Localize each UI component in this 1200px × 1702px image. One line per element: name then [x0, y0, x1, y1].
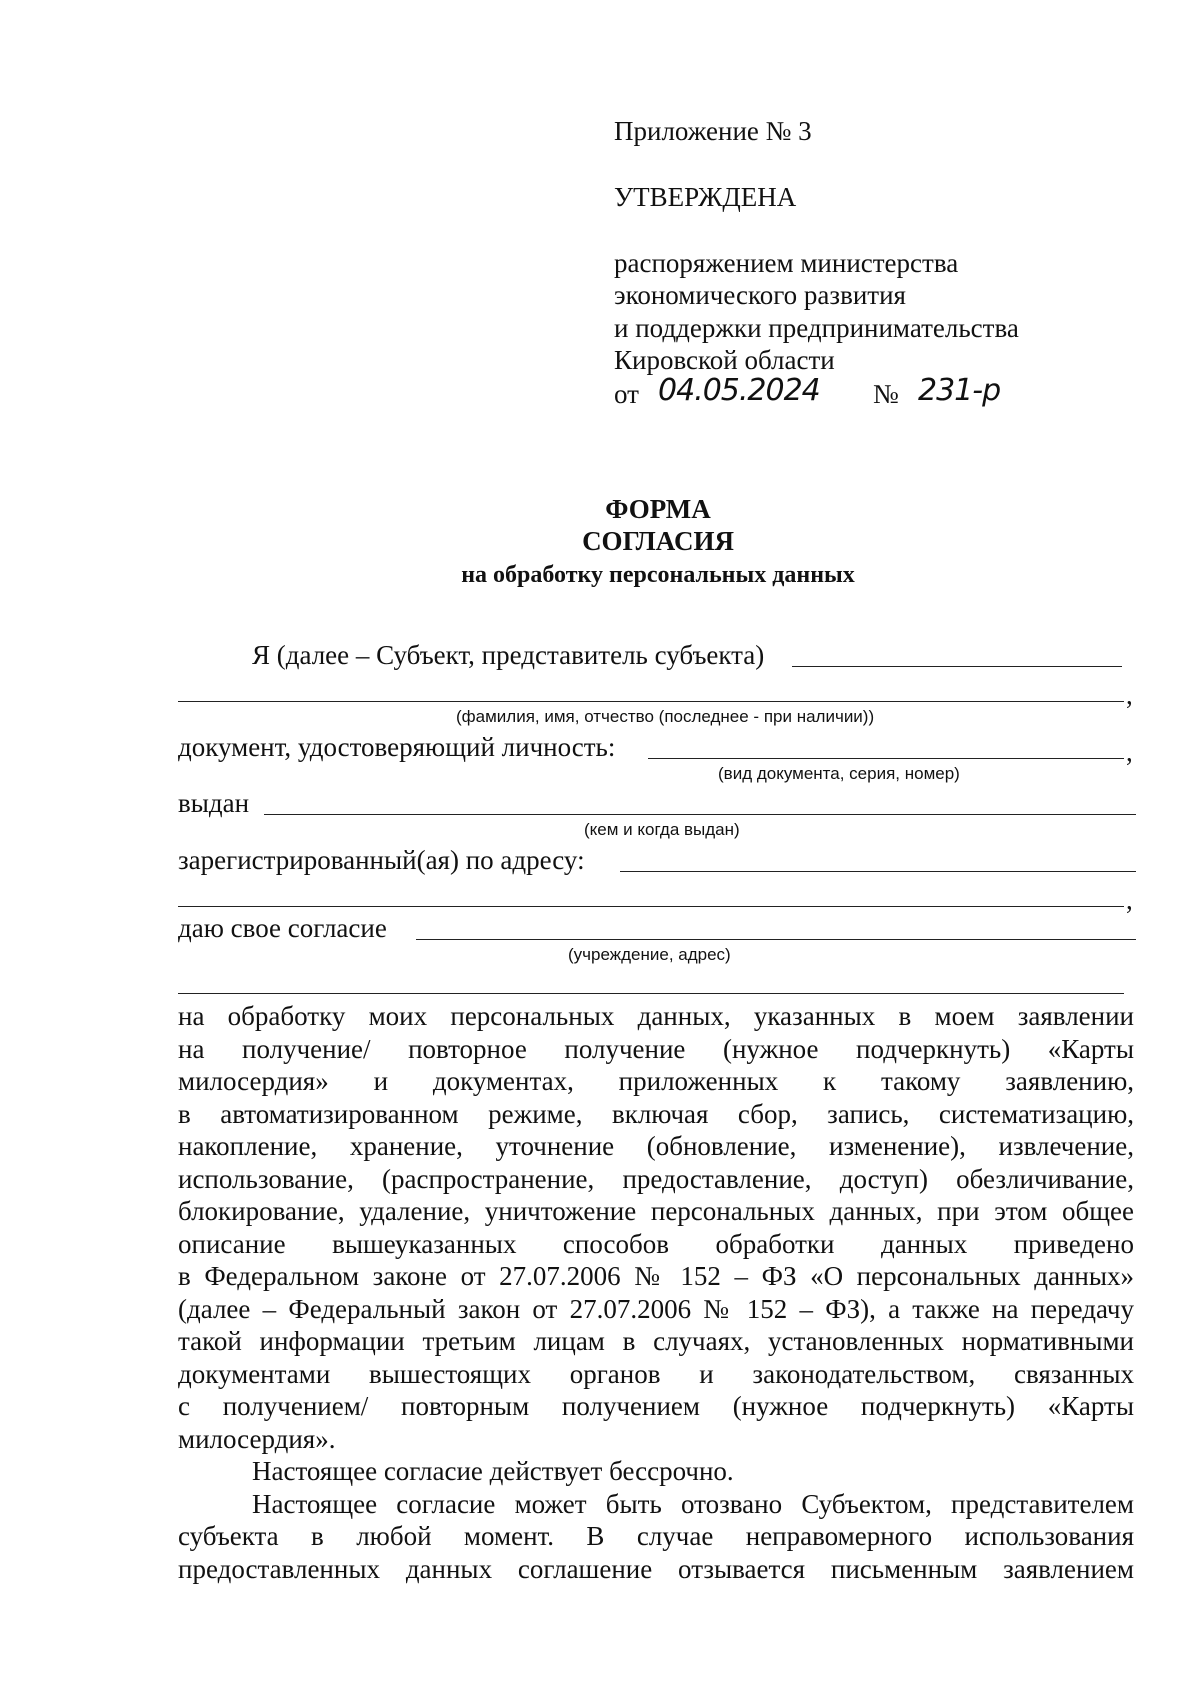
consent-label: даю свое согласие [178, 913, 387, 943]
identity-document-field[interactable] [648, 758, 1124, 759]
issued-by-field[interactable] [264, 814, 1136, 815]
form-title-line-1: ФОРМА [605, 494, 711, 524]
paragraph-line: в Федеральном законе от 27.07.2006 № 152 – ФЗ «О персональных данных» [178, 1261, 1134, 1291]
address-label: зарегистрированный(ая) по адресу: [178, 845, 585, 875]
validity-statement: Настоящее согласие действует бессрочно. [252, 1456, 734, 1486]
address-field-continued[interactable] [178, 906, 1124, 907]
paragraph-line: использование, (распространение, предоставление, доступ) обезличивание, [178, 1163, 1134, 1194]
subject-label: Я (далее – Субъект, представитель субъекта) [252, 640, 765, 670]
consent-paragraph [178, 1000, 1134, 1585]
revocation-line: субъекта в любой момент. В случае неправомерного использования [178, 1521, 1134, 1551]
comma: , [1126, 737, 1133, 767]
paragraph-line: с получением/ повторным получением (нужное подчеркнуть) «Карты [178, 1391, 1134, 1421]
paragraph-line: описание вышеуказанных способов обработки данных приведено [178, 1228, 1134, 1259]
revocation-line: предоставленных данных соглашение отзывается письменным заявлением [178, 1553, 1134, 1584]
issued-label: выдан [178, 788, 250, 818]
institution-field-continued[interactable] [178, 993, 1124, 994]
revocation-line: Настоящее согласие может быть отозвано Субъектом, представителем [252, 1488, 1134, 1519]
appendix-number: Приложение № 3 [614, 116, 812, 146]
comma: , [1126, 885, 1133, 915]
address-field[interactable] [620, 871, 1136, 872]
paragraph-line: на обработку моих персональных данных, указанных в моем заявлении [178, 1001, 1134, 1031]
fio-field[interactable] [178, 701, 1124, 702]
paragraph-line: милосердия». [178, 1423, 336, 1454]
handwritten-order-number: 231-р [918, 373, 1001, 408]
paragraph-line: блокирование, удаление, уничтожение персональных данных, при этом общее [178, 1196, 1134, 1226]
paragraph-line: накопление, хранение, уточнение (обновление, изменение), извлечение, [178, 1131, 1134, 1161]
paragraph-line: такой информации третьим лицам в случаях, установленных нормативными [178, 1326, 1134, 1356]
document-hint: (вид документа, серия, номер) [718, 764, 960, 783]
order-line-1: распоряжением министерства [614, 248, 959, 278]
form-title-line-3: на обработку персональных данных [461, 562, 855, 588]
approved-label: УТВЕРЖДЕНА [614, 182, 797, 212]
subject-name-field[interactable] [792, 666, 1122, 667]
paragraph-line: документами вышестоящих органов и законодательством, связанных [178, 1358, 1134, 1389]
paragraph-line: в автоматизированном режиме, включая сбор, запись, систематизацию, [178, 1098, 1134, 1129]
paragraph-line: (далее – Федеральный закон от 27.07.2006 № 152 – ФЗ), а также на передачу [178, 1293, 1134, 1324]
order-line-3: и поддержки предпринимательства [614, 313, 1019, 343]
document-label: документ, удостоверяющий личность: [178, 732, 616, 762]
order-line-2: экономического развития [614, 280, 906, 310]
institution-field[interactable] [416, 939, 1136, 940]
form-title-line-2: СОГЛАСИЯ [582, 526, 734, 556]
issued-hint: (кем и когда выдан) [584, 820, 740, 839]
paragraph-line: на получение/ повторное получение (нужное подчеркнуть) «Карты [178, 1033, 1134, 1064]
order-line-4: Кировской области [614, 345, 835, 375]
comma: , [1126, 680, 1133, 710]
institution-hint: (учреждение, адрес) [568, 945, 731, 964]
order-from-label: от [614, 379, 639, 409]
order-number-label: № [873, 379, 899, 409]
handwritten-date: 04.05.2024 [658, 373, 820, 408]
fio-hint: (фамилия, имя, отчество (последнее - при наличии)) [456, 707, 875, 726]
paragraph-line: милосердия» и документах, приложенных к такому заявлению, [178, 1066, 1134, 1096]
